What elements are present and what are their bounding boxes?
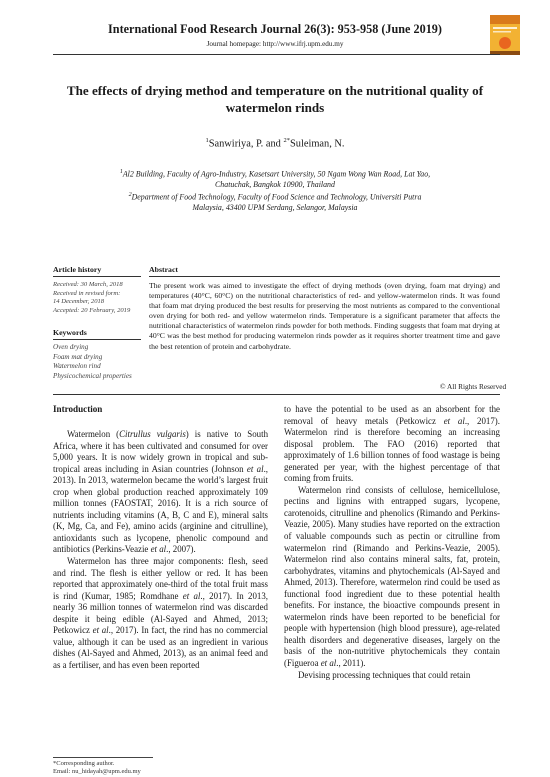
revised-date: 14 December, 2018 [53,298,105,306]
abstract-text: The present work was aimed to investigate the effect of drying methods (oven drying, foam mat drying) and temperatures (40°C, 60°C) on the nutritional characteristics of red- and yellow-watermelon rinds. It was found that foam mat drying produced the best results for preserving the most nutrients as compared to the conventional oven drying for both red- and yellow watermelon rinds. Temperature is a significant parameter that affects the nutritional characteristics of watermelon rinds powder for both methods. Finding suggests that foam mat drying at 40°C was the best method for producing watermelon rinds powder as it requires shorter treatment time and gave the best retention of protein and carbohydrate. [149,281,500,351]
keywords-heading: Keywords [53,328,87,337]
affil-2-line-2: Malaysia, 43400 UPM Serdang, Selangor, Malaysia [192,203,358,213]
et-al: et al [150,544,167,555]
revised-label: Received in revised form: [53,289,121,297]
text-run: ) is native to South Africa, where it has been cultivated and consumed for over 5,000 years. It is now widely grown in tropical and sub-tropical areas including in Asian countries (Johnson [53,429,269,474]
text-run: ., 2017). Watermelon rind is therefore becoming an increasing disposal problem. The FAO (2016) reported that approximately of 1.6 billion tonnes of food wastage is being generated per year, with the highest percentage of that coming from fruits. [284,415,500,484]
paragraph [53,429,268,556]
text-run: Watermelon rind consists of cellulose, hemicellulose, pectins and lignins with entrapped sugars, lycopene, carotenoids, citrulline and phenolics (Rimando and Perkins-Veazie, 2005). Many studies have reported on the extraction of valuable compounds such as pectin or citrulline from watermelon rind (Rimando and Perkins-Veazie, 2005). Watermelon rind also contains mineral salts, fat, protein, carbohydrates, vitamins and phytochemicals (Al-Sayed and Ahmed, 2013). Therefore, watermelon rind could be used as functional food ingredient due to these potential health benefits. For instance, the bioactive compounds present in watermelon rinds have been reported to be beneficial for people with hypertension (high blood pressure), age-related health disorders and degenerative diseases, largely on the basis of the non-nutritive phytochemicals they contain (Figueroa [284,484,500,669]
corresponding-email[interactable]: Email: nu_hidayah@upm.edu.my [53,768,141,775]
affil-marker: 1 [119,169,123,175]
author-affil-marker: 1 [205,137,209,144]
text-run: ., 2013). In 2013, watermelon became the world’s largest fruit crop when global production reached approximately 109 million tonnes (FAOSTAT, 2016). It is a rich source of nutrients including vitamins (A, B, C and E), mineral salts (K, Mg, Ca, and Fe), amino acids (arginine and citrulline), antioxidants such as lycopene, phenolic compound and antibiotics (Perkins-Veazie [53,463,269,555]
affiliation-1 [30,167,520,191]
keyword-item: Foam mat drying [53,352,103,361]
affil-marker: 2 [128,192,132,198]
paragraph [53,556,268,671]
history-rule [53,276,141,277]
text-run: ., 2017). In fact, the rind has no commercial value, although it can be used as an ingredient in various dishes (Al-Sayed and Ahmed, 2013), as an animal feed and as a fertiliser, and has even been reported [53,625,268,670]
text-run: Watermelon ( [67,429,120,439]
et-al: et al [182,590,201,601]
corresponding-author-label: *Corresponding author. [53,760,115,767]
author-1: Sanwiriya, P. and [208,138,284,150]
keyword-item: Watermelon rind [53,362,101,371]
author-2: Suleiman, N. [289,138,345,150]
abstract-rule [149,276,500,277]
journal-title: International Food Research Journal 26(3): 953-958 (June 2019) [108,22,442,36]
scientific-name: Citrullus vulgaris [119,429,186,439]
text-run: ., 2007). [166,544,196,555]
abstract-heading: Abstract [149,265,179,274]
paragraph [284,485,500,670]
article-history-heading: Article history [53,265,102,274]
affil-1-line-2: Chatuchak, Bangkok 10900, Thailand [215,180,335,190]
text-run: ., 2017). In 2013, nearly 36 million tonnes of watermelon rind was discarded despite it being edible (Al-Sayed and Ahmed, 2013; Petkowicz [53,590,268,636]
header-rule [53,54,500,55]
affiliation-2 [30,190,520,214]
author-list [0,137,550,149]
affil-2-line-1: Department of Food Technology, Faculty of Food Science and Technology, Universiti Putra [131,192,422,202]
text-run: Watermelon has three major components: flesh, seed and rind. The flesh is either yellow or red. It has been reported that approximately one-third of the total fruit mass is rind (Kumar, 1985; Romdhane [53,556,268,601]
author-affil-marker: 2* [283,137,290,144]
text-run: to have the potential to be used as an absorbent for the removal of heavy metals (Petkowicz [284,404,500,426]
introduction-heading: Introduction [53,404,103,414]
keyword-item: Oven drying [53,343,89,351]
paragraph: Devising processing techniques that could retain [298,669,471,680]
copyright-notice: © All Rights Reserved [440,382,507,391]
paper-title: The effects of drying method and temperature on the nutritional quality of watermelon rinds [66,83,484,115]
footnote [53,760,141,776]
et-al: et al [320,658,337,669]
et-al: et al [92,625,109,636]
journal-homepage[interactable]: Journal homepage: http://www.ifrj.upm.edu.my [206,40,344,48]
keywords-rule [53,339,141,340]
footnote-rule [53,757,153,758]
keyword-item: Physicochemical properties [53,372,132,381]
et-al: et al [246,463,264,474]
body-column-right [284,404,500,681]
et-al: et al [443,415,465,426]
paragraph [284,404,500,485]
accepted-date: Accepted: 20 February, 2019 [53,306,131,314]
article-history [53,281,145,315]
keywords-list [53,343,145,382]
journal-cover-logo [490,15,520,55]
affil-1-line-1: Al2 Building, Faculty of Agro-Industry, Kasetsart University, 50 Ngam Wong Wan Road, Lat Yao, [122,169,431,179]
text-run: ., 2011). [336,658,366,669]
body-column-left [53,429,268,671]
abstract-bottom-rule [53,394,500,395]
received-date: Received: 30 March, 2018 [53,281,123,288]
